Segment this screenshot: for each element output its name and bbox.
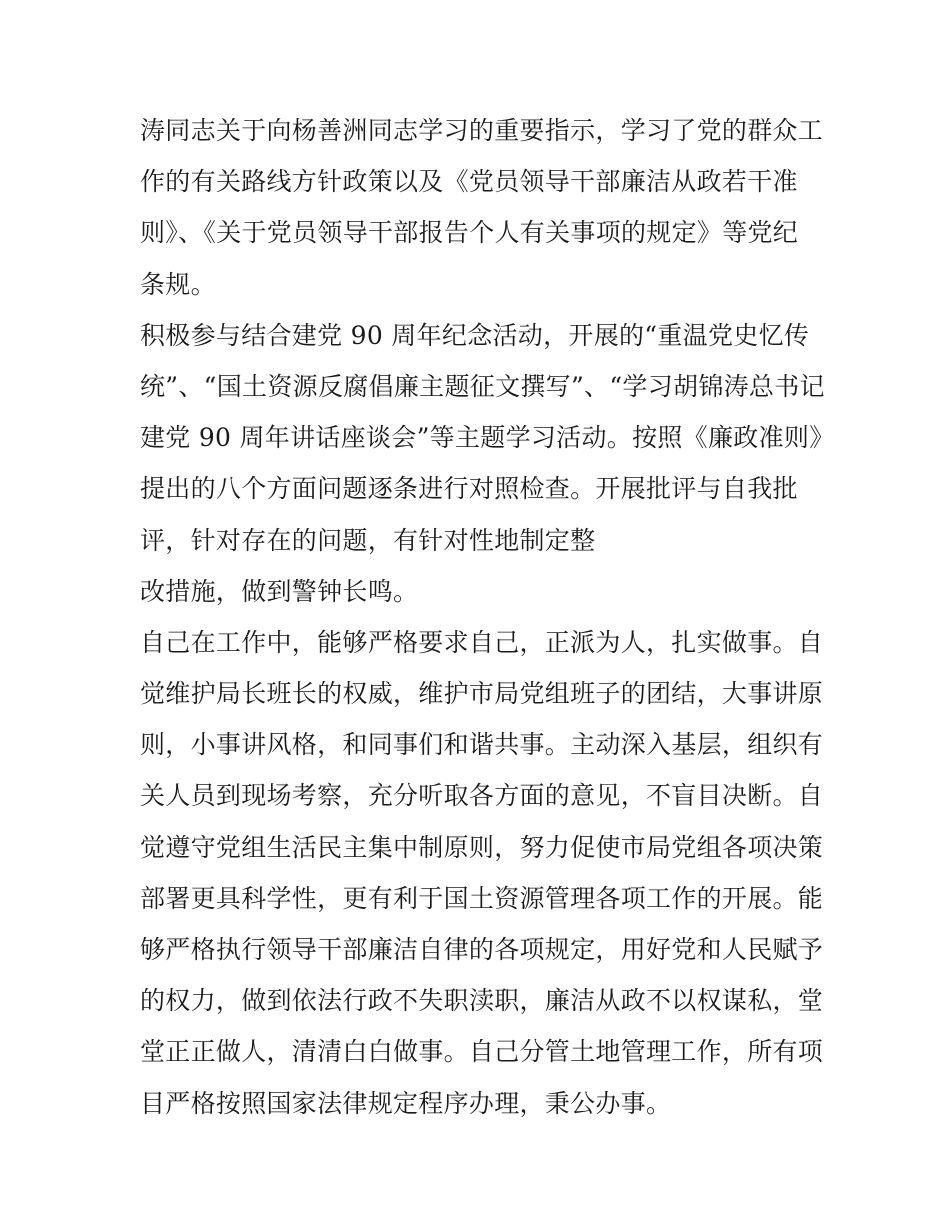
text-line: 够严格执行领导干部廉洁自律的各项规定，用好党和人民赋予 xyxy=(140,935,824,964)
text-line: 目严格按照国家法律规定程序办理，秉公办事。 xyxy=(140,1088,672,1118)
text-line: 的权力，做到依法行政不失职渎职，廉洁从政不以权谋私，堂 xyxy=(140,986,824,1016)
text-line: 作的有关路线方针政策以及《党员领导干部廉洁从政若干准 xyxy=(140,167,798,197)
text-line: 部署更具科学性，更有利于国土资源管理各项工作的开展。能 xyxy=(140,883,824,913)
text-line: 建党 90 周年讲话座谈会”等主题学习活动。按照《廉政准则》 xyxy=(140,423,835,453)
text-line: 自己在工作中，能够严格要求自己，正派为人，扎实做事。自 xyxy=(140,627,824,657)
text-line: 则，小事讲风格，和同事们和谐共事。主动深入基层，组织有 xyxy=(140,730,824,760)
text-line: 提出的八个方面问题逐条进行对照检查。开展批评与自我批 xyxy=(140,474,798,504)
text-line: 评，针对存在的问题，有针对性地制定整 xyxy=(140,525,596,555)
text-line: 觉遵守党组生活民主集中制原则，努力促使市局党组各项决策 xyxy=(140,832,824,862)
text-line: 觉维护局长班长的权威，维护市局党组班子的团结，大事讲原 xyxy=(140,679,824,709)
text-line: 则》、《关于党员领导干部报告个人有关事项的规定》等党纪 xyxy=(140,218,799,248)
text-line: 关人员到现场考察，充分听取各方面的意见，不盲目决断。自 xyxy=(140,781,824,811)
document-body xyxy=(140,105,835,1129)
text-line: 统”、“国土资源反腐倡廉主题征文撰写”、“学习胡锦涛总书记 xyxy=(140,371,825,401)
text-line: 堂正正做人，清清白白做事。自己分管土地管理工作，所有项 xyxy=(140,1037,824,1067)
text-line: 条规。 xyxy=(140,269,216,299)
text-line: 改措施，做到警钟长鸣。 xyxy=(140,576,419,606)
text-line: 涛同志关于向杨善洲同志学习的重要指示，学习了党的群众工 xyxy=(140,116,824,145)
text-line: 积极参与结合建党 90 周年纪念活动，开展的“重温党史忆传 xyxy=(140,320,810,350)
